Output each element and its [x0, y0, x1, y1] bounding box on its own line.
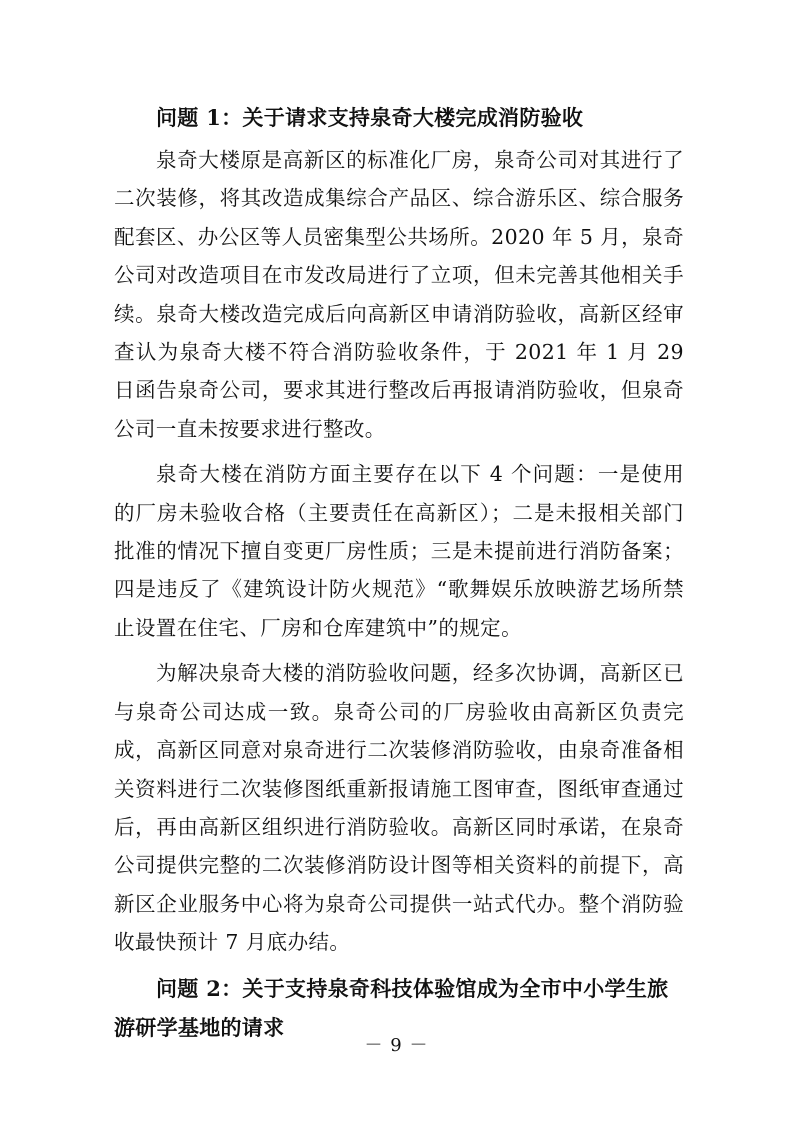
paragraph-1: 泉奇大楼原是高新区的标准化厂房，泉奇公司对其进行了二次装修，将其改造成集综合产品区、综合游乐区、综合服务配套区、办公区等人员密集型公共场所。2020 年 5 月，泉奇公司对改造项目在市发改局进行了立项，但未完善其他相关手续。泉奇大楼改造完成后向高新区申请消防验收，高新区经审查认为泉奇大楼不符合消防验收条件，于 2021 年 1 月 29 日函告泉奇公司，要求其进行整改后再报请消防验收，但泉奇公司一直未按要求进行整改。 [114, 148, 684, 441]
document-body [114, 99, 684, 1047]
page-number: － 9 － [364, 1035, 429, 1056]
section-heading-1: 问题 1：关于请求支持泉奇大楼完成消防验收 [156, 105, 584, 130]
paragraph-2: 泉奇大楼在消防方面主要存在以下 4 个问题：一是使用的厂房未验收合格（主要责任在高新区）；二是未报相关部门批准的情况下擅自变更厂房性质；三是未提前进行消防备案；四是违反了《建筑设计防火规范》“歌舞娱乐放映游艺场所禁止设置在住宅、厂房和仓库建筑中”的规定。 [114, 462, 684, 640]
section-heading-2: 问题 2：关于支持泉奇科技体验馆成为全市中小学生旅游研学基地的请求 [114, 975, 669, 1040]
paragraph-3: 为解决泉奇大楼的消防验收问题，经多次协调，高新区已与泉奇公司达成一致。泉奇公司的厂房验收由高新区负责完成，高新区同意对泉奇进行二次装修消防验收，由泉奇准备相关资料进行二次装修图纸重新报请施工图审查，图纸审查通过后，再由高新区组织进行消防验收。高新区同时承诺，在泉奇公司提供完整的二次装修消防设计图等相关资料的前提下，高新区企业服务中心将为泉奇公司提供一站式代办。整个消防验收最快预计 7 月底办结。 [114, 661, 684, 955]
